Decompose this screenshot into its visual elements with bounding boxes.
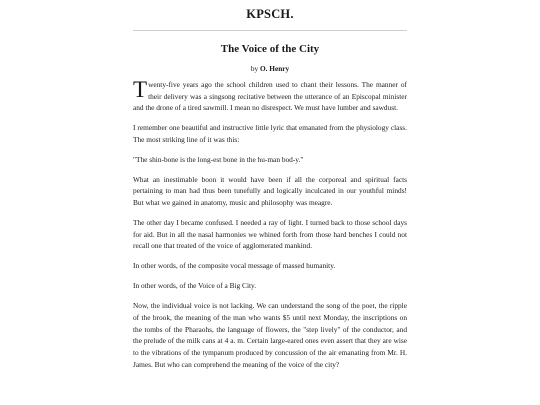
- site-title[interactable]: KPSCH.: [246, 7, 294, 21]
- paragraph: I remember one beautiful and instructive little lyric that emanated from the physiology class. The most striking line of it was this:: [133, 123, 407, 144]
- story-body: [133, 79, 407, 370]
- header-divider: [133, 30, 407, 31]
- paragraph: In other words, of the Voice of a Big City.: [133, 281, 257, 291]
- byline: [133, 64, 407, 74]
- paragraph: What an inestimable boon it would have been if all the corporeal and spiritual facts pertaining to man had thus been tunefully and logically inculcated in our youthful minds! But what we gained in anatomy, music and philosophy was meagre.: [133, 174, 407, 208]
- byline-prefix: by: [250, 64, 259, 73]
- paragraph: Now, the individual voice is not lacking. We can understand the song of the poet, the ripple of the brook, the meaning of the man who wants $5 until next Monday, the inscriptions on the tombs of the Pharaohs, the language of flowers, the "step lively" of the conductor, and the prelude of the milk cans at 4 a. m. Certain large-eared ones even assert that they are wise to the vibrations of the tympanum produced by concussion of the air emanating from Mr. H. James. But who can comprehend the meaning of the voice of the city?: [133, 301, 407, 369]
- author-name: O. Henry: [259, 64, 290, 73]
- paragraph-text: wenty-five years ago the school children used to chant their lessons. The manner of their delivery was a singsong recitative between the utterance of an Episcopal minister and the drone of a tired sawmill. I mean no disrespect. We must have lumber and sawdust.: [133, 80, 407, 113]
- drop-cap: T: [133, 77, 148, 102]
- paragraph: In other words, of the composite vocal message of massed humanity.: [133, 261, 336, 271]
- content-column: [133, 0, 407, 379]
- story-title: The Voice of the City: [220, 43, 320, 55]
- paragraph: The other day I became confused. I needed a ray of light. I turned back to those school days for aid. But in all the nasal harmonies we whined forth from those hard benches I could not recall one that treated of the voice of agglomerated mankind.: [133, 218, 407, 251]
- paragraph: "The shin-bone is the long-est bone in the hu-man bod-y.": [133, 154, 304, 164]
- paragraph: [133, 79, 407, 114]
